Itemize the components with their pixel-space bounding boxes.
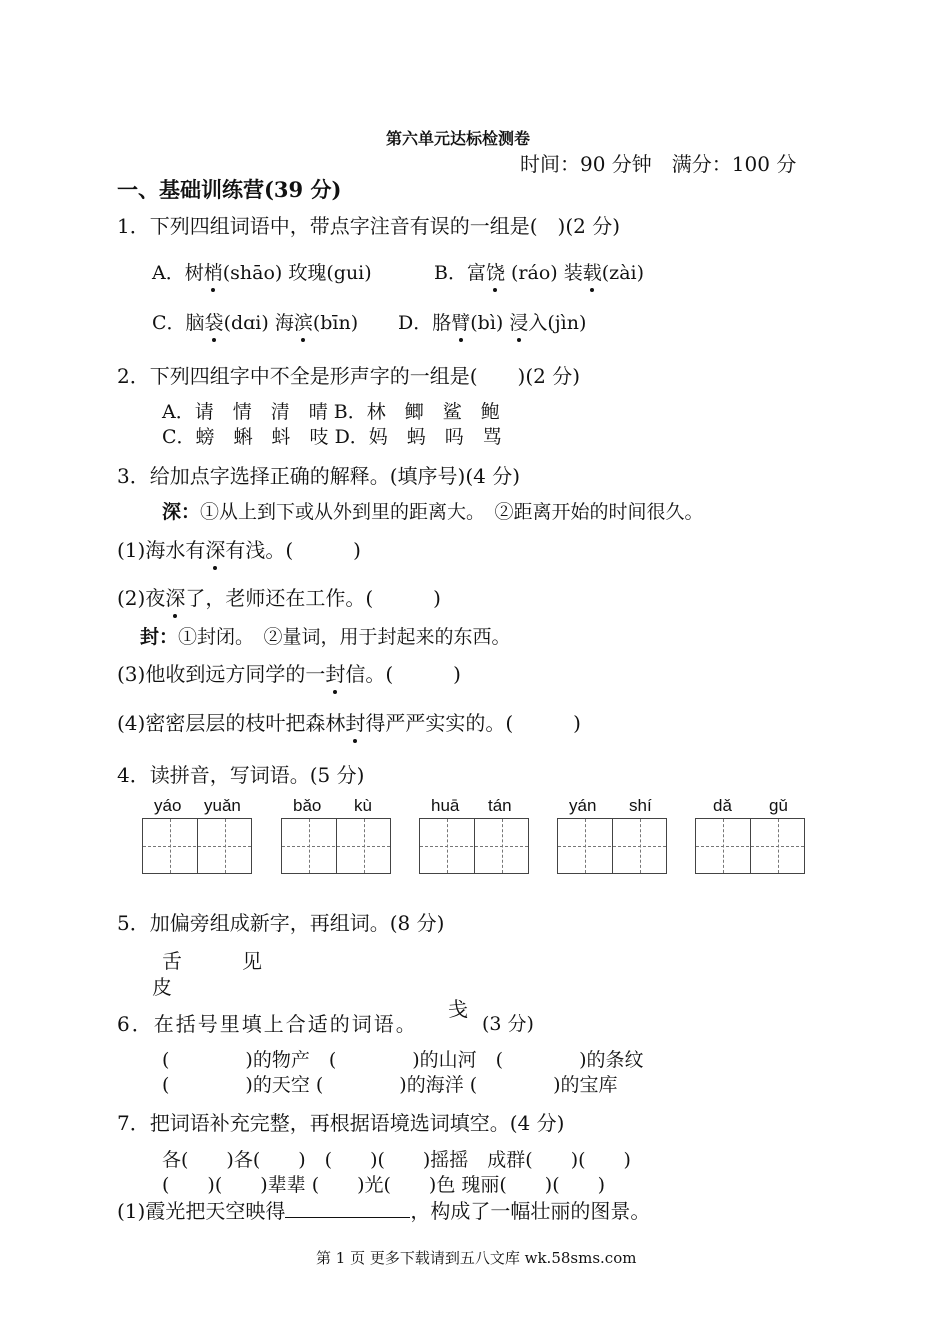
q1-b-dotted-char: 饶	[486, 258, 505, 285]
pinyin-label: yáo	[154, 796, 182, 815]
writing-box[interactable]	[281, 818, 391, 874]
writing-box[interactable]	[419, 818, 529, 874]
q1-option-d: D．胳臂(bì) 浸入(jìn)	[398, 308, 586, 335]
q1-d-dotted-char-2: 浸	[509, 308, 528, 335]
q5-chars-row-1: 舌 见	[162, 949, 262, 973]
q1-option-b: B．富饶 (ráo) 装载(zài)	[434, 258, 644, 285]
q5-extra-char: 戋	[448, 997, 468, 1021]
q1-a-dotted-char: 梢	[204, 258, 223, 285]
q3-stem: 3．给加点字选择正确的解释。(填序号)(4 分)	[117, 464, 521, 488]
q1-stem: 1．下列四组词语中，带点字注音有误的一组是( )(2 分)	[117, 214, 621, 238]
pinyin-grid	[142, 796, 822, 876]
q6-score: (3 分)	[482, 1013, 534, 1035]
time-info: 时间：90 分钟 满分：100 分	[520, 152, 797, 176]
pinyin-label: kù	[354, 796, 372, 815]
q7-sentence-1: (1)霞光把天空映得 ，构成了一幅壮丽的图景。	[117, 1199, 651, 1223]
q2-row-1: A．请 情 清 晴 B．林 鲫 鲨 鲍	[162, 401, 500, 423]
q7-row-1: 各( )各( ) ( )( )摇摇 成群( )( )	[162, 1149, 631, 1171]
q2-stem: 2．下列四组字中不全是形声字的一组是( )(2 分)	[117, 364, 581, 388]
q4-stem: 4．读拼音，写词语。(5 分)	[117, 763, 365, 787]
q3-sentence-3: (3)他收到远方同学的一封信。( )	[117, 658, 461, 687]
q5-chars-row-2: 皮	[152, 975, 172, 999]
pinyin-label: huā	[431, 796, 460, 815]
q1-option-c: C．脑袋(dɑi) 海滨(bīn)	[152, 308, 358, 335]
writing-box[interactable]	[142, 818, 252, 874]
pinyin-label: yán	[569, 796, 597, 815]
pinyin-label: bǎo	[293, 796, 322, 815]
q6-stem: 6．在括号里填上合适的词语。	[117, 1012, 418, 1036]
q3-sentence-1: (1)海水有深有浅。( )	[117, 534, 361, 563]
q3-definition-feng: 封：①封闭。 ②量词，用于封起来的东西。	[140, 626, 511, 648]
q3-sentence-4: (4)密密层层的枝叶把森林封得严严实实的。( )	[117, 707, 581, 736]
q2-row-2: C．螃 蝌 蚪 吱 D．妈 蚂 吗 骂	[162, 426, 502, 448]
q3-definition-shen: 深：①从上到下或从外到里的距离大。 ②距离开始的时间很久。	[162, 501, 704, 523]
q7-row-2: ( )( )辈辈 ( )光( )色 瑰丽( )( )	[162, 1174, 606, 1196]
q3-sentence-2: (2)夜深了，老师还在工作。( )	[117, 582, 441, 611]
pinyin-label: dǎ	[713, 796, 732, 815]
page-footer: 第 1 页 更多下载请到五八文库 wk.58sms.com	[316, 1249, 637, 1267]
page-title: 第六单元达标检测卷	[386, 129, 531, 148]
pinyin-label: tán	[488, 796, 512, 815]
writing-box[interactable]	[695, 818, 805, 874]
q5-stem: 5．加偏旁组成新字，再组词。(8 分)	[117, 911, 445, 935]
answer-blank[interactable]	[285, 1197, 410, 1218]
q1-b-dotted-char-2: 载	[583, 258, 602, 285]
q6-row-2: ( )的天空 ( )的海洋 ( )的宝库	[162, 1074, 618, 1096]
q1-d-dotted-char: 臂	[451, 308, 470, 335]
pinyin-label: shí	[629, 796, 652, 815]
q1-c-dotted-char: 袋	[205, 308, 224, 335]
writing-box[interactable]	[557, 818, 667, 874]
q7-stem: 7．把词语补充完整，再根据语境选词填空。(4 分)	[117, 1111, 565, 1135]
section-title: 一、基础训练营(39 分)	[117, 177, 342, 202]
q1-option-a: A．树梢(shāo) 玫瑰(gui)	[152, 258, 372, 285]
q6-row-1: ( )的物产 ( )的山河 ( )的条纹	[162, 1049, 644, 1071]
q1-c-dotted-char-2: 滨	[294, 308, 313, 335]
pinyin-label: yuǎn	[204, 796, 241, 815]
pinyin-label: gǔ	[769, 796, 788, 815]
